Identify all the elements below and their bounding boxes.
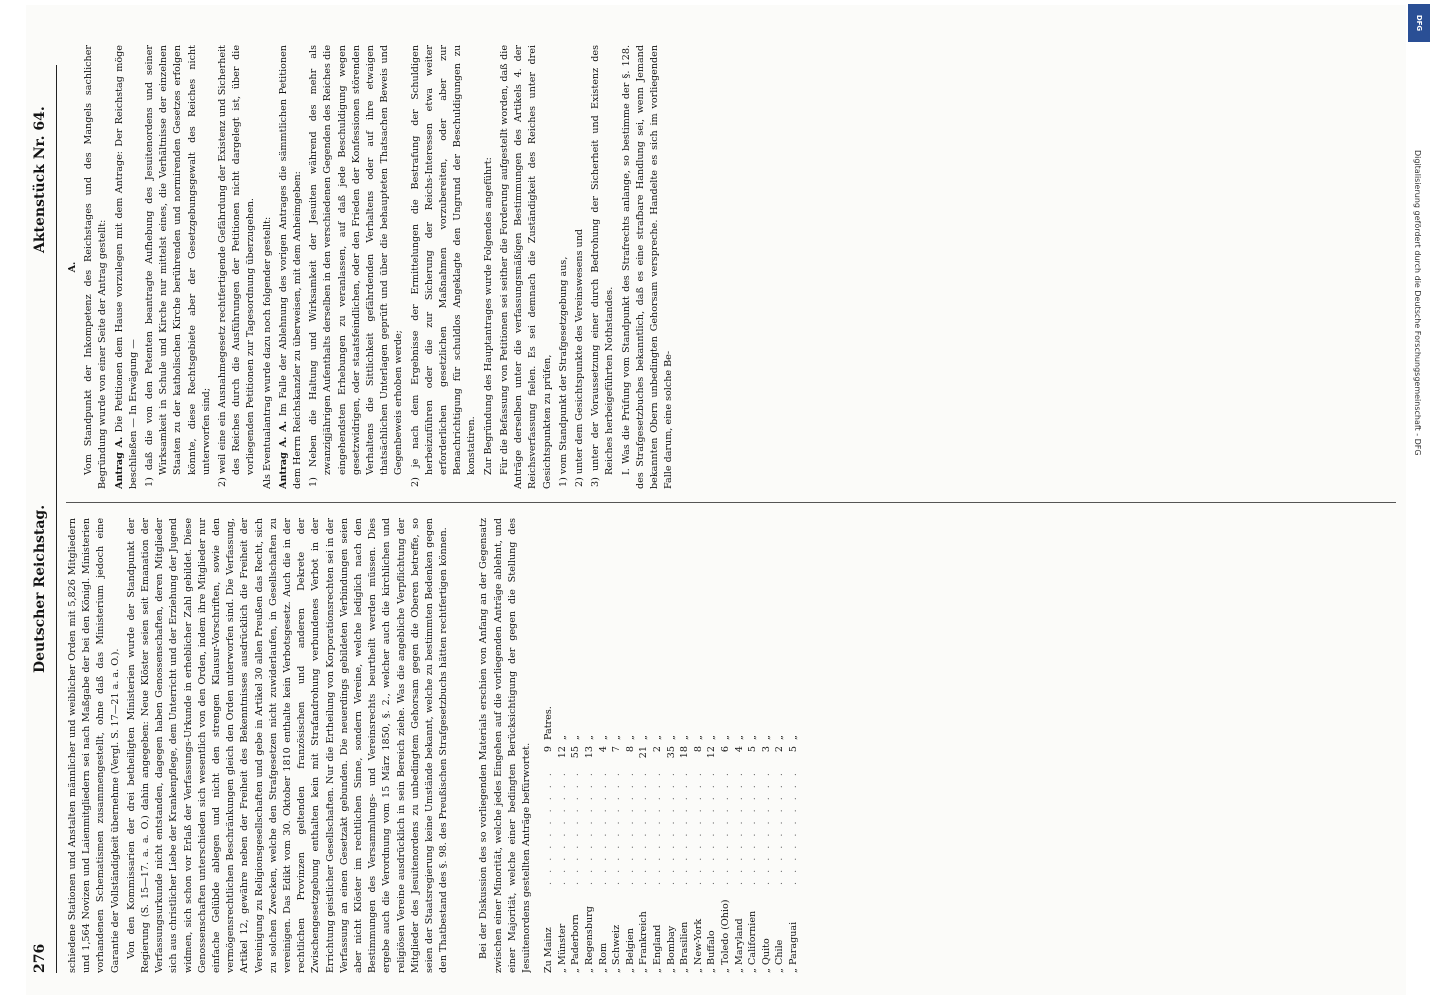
antrag-a-label: Antrag A. — [113, 436, 125, 489]
page-number: 276 — [32, 943, 48, 973]
statistics-table — [542, 706, 800, 973]
table-row: „ Regensburg . . . . . . . . . . 13 „ — [584, 735, 596, 973]
section-heading: A. — [67, 261, 78, 273]
running-title: Deutscher Reichstag. — [32, 504, 48, 673]
table-row: „ Rom . . . . . . . . . . 4 „ — [597, 735, 609, 973]
table-row: „ Münster . . . . . . . . . . 12 „ — [556, 735, 568, 973]
list-item: 1) vom Standpunkt der Strafgesetzgebung aus, — [557, 256, 569, 487]
left-paragraph: schiedene Stationen und Anstalten männlicher und weiblicher Orden mit 5,826 Mitgliedern und 1,564 Novizen und Laienmitgliedern sei nach Maßgabe der bei den Königl. Ministerien vorhandenen Schematismen zusammengestellt, ohne daß das Ministerium jedoch eine Garantie der Vollständigkeit übernehme (Vergl. S. 17—21 a. a. O.). — [67, 518, 121, 973]
table-row: „ England . . . . . . . . . . 2 „ — [652, 735, 664, 973]
list-item: 1) daß die von den Petenten beantragte Aufhebung des Jesuitenordens und seiner Wirksamkeit in Schule und Kirche nur mittelst eines, die Verhältnisse der einzelnen Staaten zu der katholischen Kirche berührenden und normirenden Gesetzes erfolgen könnte, diese Rechtsgebiete aber der Gesetzgebungsgewalt des Reiches nicht unterworfen sind; — [144, 45, 212, 487]
list-item: 2) weil eine ein Ausnahmegesetz rechtfertigende Gefährdung der Existenz und Sicherheit des Reiches durch die Ausführungen der Petitionen nicht dargelegt ist, über die vorliegenden Petitionen zur Tagesordnung überzugehen. — [217, 45, 257, 487]
list-item: 3) unter der Voraussetzung einer durch Bedrohung der Sicherheit und Existenz des Reiches herbeigeführten Nothstandes. — [590, 45, 616, 487]
antrag-a-text: Die Petitionen dem Hause vorzulegen mit dem Antrage: Der Reichstag möge beschließen — In Erwägung — — [113, 45, 139, 489]
list-item: 2) je nach dem Ergebnisse der Ermittelungen die Bestrafung der Schuldigen herbeizuführen oder die zur Sicherung der Reichs-Interessen etwa weiter erforderlichen gesetzlichen Maßnahmen vorzubereiten, oder aber zur Benachrichtigung für schuldlos Angeklagte den Ungrund der Beschuldigungen zu konstatiren. — [409, 45, 478, 487]
table-row: Zu Mainz . . . . . . . . . . 9 Patres. — [543, 706, 555, 973]
right-paragraph: Als Eventualantrag wurde dazu noch folgender gestellt: — [261, 216, 273, 489]
right-column — [66, 45, 1396, 489]
antrag-aa-text: Im Falle der Ablehnung des vorigen Antrages die sämmtlichen Petitionen dem Herrn Reichskanzler zu überweisen, mit dem Anheimgeben: — [277, 45, 304, 489]
digitization-credit: Digitalisierung gefördert durch die Deutsche Forschungsgemeinschaft - DFG — [1413, 150, 1422, 456]
column-divider — [66, 502, 1396, 503]
left-paragraph: Von den Kommissarien der drei betheiligten Ministerien wurde der Standpunkt der Regierung (S. 15—17. a. a. O.) dahin angegeben: Neue Klöster seien seit Emanation der Verfassungsurkunde nicht entstanden, dagegen haben Genossenschaften, deren Mitglieder sich aus christlicher Liebe der Krankenpflege, dem Unterricht und der Erziehung der Jugend widmen, sich schon vor Erlaß der Verfassungs-Urkunde in erheblicher Zahl gebildet. Diese Genossenschaften unterschieden sich wesentlich von den Orden, indem ihre Mitglieder nur einfache Gelübde ablegen und nicht den strengen Klausur-Vorschriften, sowie den vermögensrechtlichen Beschränkungen gleich den Orden unterworfen sind. Die Verfassung, Artikel 12, gewähre neben der Freiheit des Bekenntnisses ausdrücklich die Freiheit der Vereinigung zu Religionsgesellschaften und gebe in Artikel 30 allen Preußen das Recht, sich zu solchen Zwecken, welche den Strafgesetzen nicht zuwiderlaufen, in Gesellschaften zu vereinigen. Das Edikt vom 30. Oktober 1810 enthalte kein Verbotsgesetz. Auch die in der rechtlichen Provinzen geltenden französischen und anderen Dekrete der Zwischengesetzgebung enthalten kein mit Strafandrohung verbundenes Verbot in der Errichtung geistlicher Gesellschaften. Nur die Ertheilung von Korporationsrechten sei in der Verfassung an einen Gesetzakt gebunden. Die neuerdings gebildeten Verbindungen seien aber nicht Klöster im rechtlichen Sinne, sondern Vereine, welche lediglich nach den Bestimmungen des Versammlungs- und Vereinsrechts beurtheilt werden müssen. Dies ergebe auch die Verordnung vom 15 März 1850, §. 2., welcher auch die kirchlichen und religiösen Vereine ausdrücklich in sein Bereich ziehe. Was die angebliche Verpflichtung der Mitglieder des Jesuitenordens zu unbedingtem Gehorsam gegen die Oberen betreffe, so seien der Staatsregierung keine Umstände bekannt, welche zu bestimmten Bedenken gegen den Thatbestand des §. 98. des Preußischen Strafgesetzbuchs hätten rechtfertigen können. — [125, 518, 450, 973]
right-paragraph: I. Was die Prüfung vom Standpunkt des Strafrechts anlange, so bestimme der §. 128. des Strafgesetzbuches bekanntlich, daß es eine strafbare Handlung sei, wenn Jemand bekannten Obern unbedingten Gehorsam verspreche. Handelte es sich im vorliegenden Falle darum, eine solche Be- — [620, 45, 675, 489]
left-column — [66, 518, 1396, 973]
table-row: „ Maryland . . . . . . . . . . 4 „ — [733, 735, 745, 973]
left-paragraph: Bei der Diskussion des so vorliegenden Materials erschien von Anfang an der Gegensatz zwischen einer Minorität, welche jedes Eingehen auf die vorliegenden Anträge ablehnt, und einer Majorität, welche einer bedingten Berücksichtigung der gegen die Stellung des Jesuitenordens gestellten Anträge befürwortet. — [478, 518, 533, 973]
right-paragraph: Für die Befassung von Petitionen sei seither die Forderung aufgestellt worden, daß die Anträge derselben unter die verfassungsmäßigen Bestimmungen des Artikels 4. der Reichsverfassung fielen. Es sei demnach die Zuständigkeit des Reiches unter drei Gesichtspunkten zu prüfen, — [498, 45, 553, 489]
table-row: „ Brasilien . . . . . . . . . . 18 „ — [679, 735, 691, 973]
table-row: „ Chile . . . . . . . . . . 2 „ — [774, 735, 786, 973]
right-paragraph: Vom Standpunkt der Inkompetenz des Reichstages und des Mangels sachlicher Begründung wurde von einer Seite der Antrag gestellt: — [83, 45, 109, 489]
document-page — [26, 5, 1406, 995]
document-reference: Aktenstück Nr. 64. — [32, 106, 48, 253]
table-row: „ Buffalo . . . . . . . . . . 12 „ — [706, 735, 718, 973]
dfg-logo: DFG — [1408, 4, 1430, 42]
table-row: „ New-York . . . . . . . . . . 8 „ — [692, 735, 704, 973]
table-row: „ Belgien . . . . . . . . . . 8 „ — [624, 735, 636, 973]
list-item: 2) unter dem Gesichtspunkte des Vereinswesens und — [573, 228, 585, 487]
table-row: „ Californien . . . . . . . . . . 5 „ — [747, 735, 759, 973]
table-row: „ Bombay . . . . . . . . . . 35 „ — [665, 735, 677, 973]
table-row: „ Schweiz . . . . . . . . . . 7 „ — [611, 735, 623, 973]
right-paragraph: Zur Begründung des Hauptantrages wurde Folgendes angeführt: — [482, 157, 494, 475]
header-rule — [56, 65, 57, 973]
list-item: 1) Neben die Haltung und Wirksamkeit der Jesuiten während des mehr als zwanzigjährigen Aufenthalts derselben in den verschiedenen Gegenden des Reiches die eingehendsten Erhebungen zu veranlassen, auf daß jede Beschuldigung wegen gesetzwidrigen, oder staatsfeindlichen, oder den Frieden der Konfessionen störenden Verhaltens die Sittlichkeit gefährdenden Verhaltens oder auf ihre etwaigen thatsächlichen Unterlagen geprüft und über die behaupteten Thatsachen Beweis und Gegenbeweis erhoben werde; — [308, 45, 405, 487]
table-row: „ Paderborn . . . . . . . . . . 55 „ — [570, 735, 582, 973]
antrag-a — [113, 45, 141, 489]
table-row: „ Quito . . . . . . . . . . 3 „ — [760, 735, 772, 973]
table-row: „ Toledo (Ohio) . . . . . . . . . . 6 „ — [720, 735, 732, 973]
table-row: „ Frankreich . . . . . . . . . . 21 „ — [638, 735, 650, 973]
antrag-aa — [277, 45, 305, 489]
table-row: „ Paraguai . . . . . . . . . . 5 „ — [787, 735, 799, 973]
antrag-aa-label: Antrag A. A. — [277, 420, 289, 489]
